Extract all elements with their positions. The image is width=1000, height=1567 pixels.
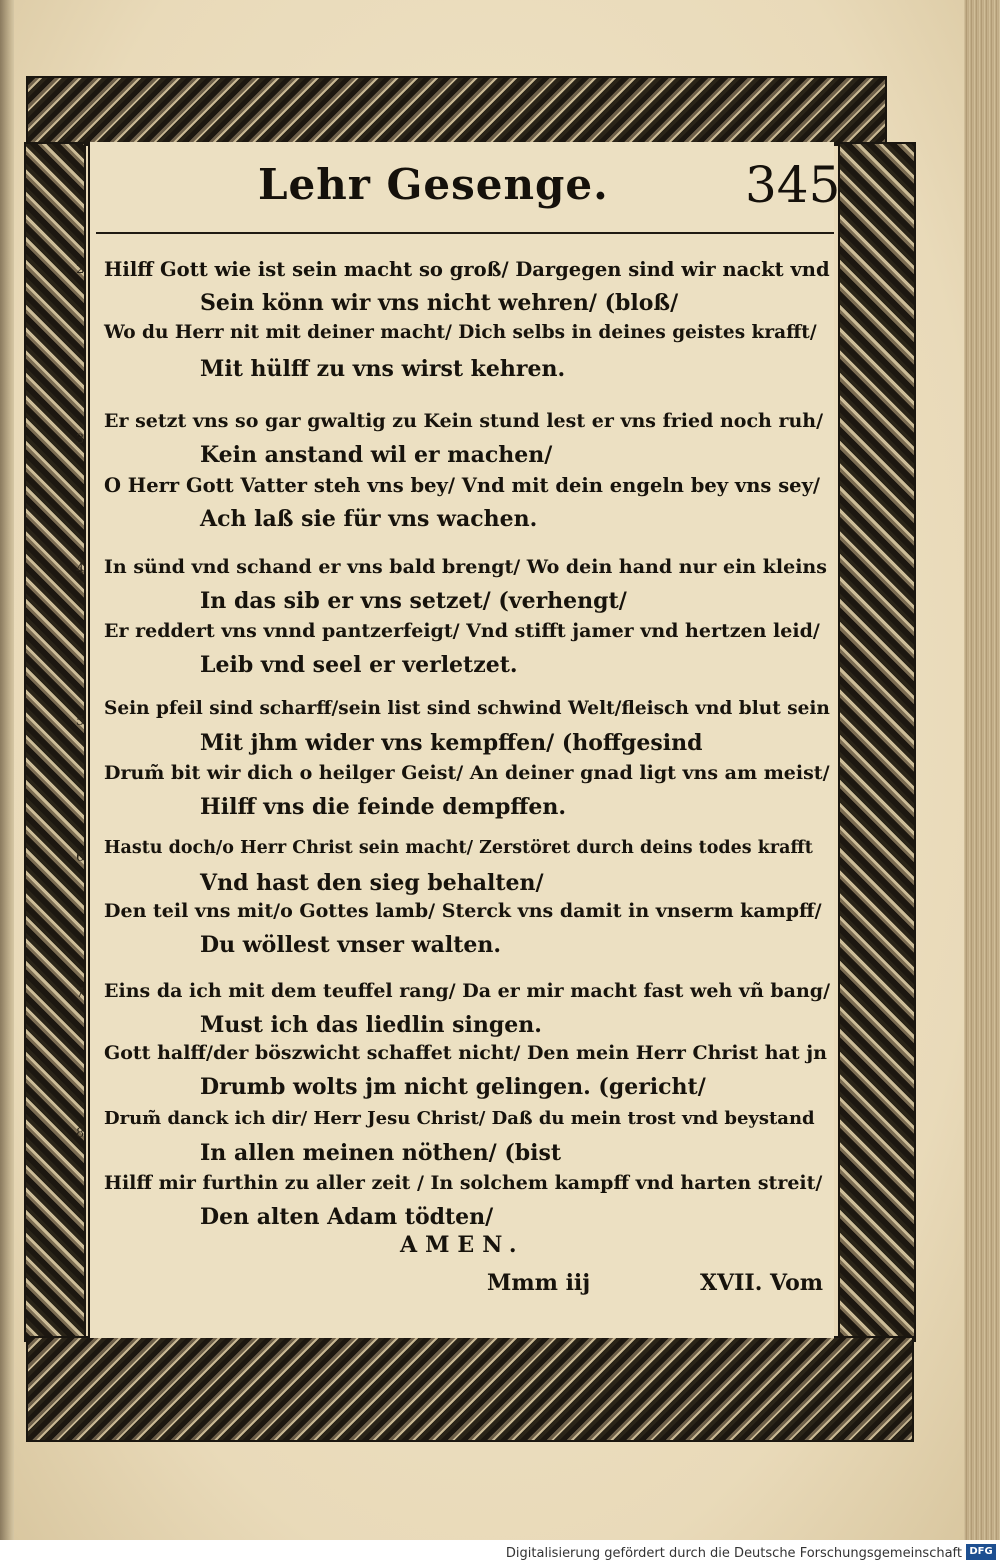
catchword: XVII. Vom (700, 1270, 824, 1296)
verse-line: Mit hülff zu vns wirst kehren. (200, 356, 566, 382)
verse-line: Drumb wolts jm nicht gelingen. (gericht/ (200, 1074, 706, 1100)
verse-line: Sein könn wir vns nicht wehren/ (bloß/ (200, 290, 679, 316)
verse-line: In allen meinen nöthen/ (bist (200, 1140, 562, 1166)
dfg-logo: DFG (966, 1544, 996, 1560)
verse-line: Must ich das liedlin singen. (200, 1012, 542, 1038)
verse-line: Er reddert vns vnnd pantzerfeigt/ Vnd stifft jamer vnd hertzen leid/ (104, 620, 820, 642)
credit-text: Digitalisierung gefördert durch die Deutsche Forschungsgemeinschaft (505, 1546, 962, 1561)
verse-number: 3 (76, 432, 85, 447)
bottom-ornament-border (26, 1336, 914, 1442)
page-number: 345 (745, 156, 841, 214)
verse-line: Vnd hast den sieg behalten/ (200, 870, 544, 896)
verse-line: Den teil vns mit/o Gottes lamb/ Sterck vns damit in vnserm kampff/ (104, 900, 822, 922)
signature-mark: Mmm iij (487, 1270, 591, 1296)
verse-line: Leib vnd seel er verletzet. (200, 652, 518, 678)
verse-line: Hilff vns die feinde dempffen. (200, 794, 567, 820)
verse-line: Hastu doch/o Herr Christ sein macht/ Zerstöret durch deins todes krafft (104, 838, 813, 858)
header-rule (96, 232, 834, 234)
verse-line: Kein anstand wil er machen/ (200, 442, 553, 468)
page-title: Lehr Gesenge. (258, 160, 609, 209)
verse-line: Eins da ich mit dem teuffel rang/ Da er mir macht fast weh vñ bang/ (104, 980, 831, 1002)
verse-line: Drum̃ bit wir dich o heilger Geist/ An deiner gnad ligt vns am meist/ (104, 762, 830, 784)
verse-line: In das sib er vns setzet/ (verhengt/ (200, 588, 627, 614)
verse-line: Er setzt vns so gar gwaltig zu Kein stund lest er vns fried noch ruh/ (104, 410, 824, 432)
verse-line: In sünd vnd schand er vns bald brengt/ Wo dein hand nur ein kleins (104, 556, 827, 578)
verse-line: Du wöllest vnser walten. (200, 932, 502, 958)
verse-line: Den alten Adam tödten/ (200, 1204, 494, 1230)
verse-line: Sein pfeil sind scharff/sein list sind schwind Welt/fleisch vnd blut sein (104, 698, 830, 719)
verse-line: O Herr Gott Vatter steh vns bey/ Vnd mit dein engeln bey vns sey/ (104, 474, 821, 497)
verse-number: 4 (76, 562, 85, 577)
verse-line: Mit jhm wider vns kempffen/ (hoffgesind (200, 730, 703, 756)
verse-number: 5 (76, 714, 85, 729)
verse-line: Drum̃ danck ich dir/ Herr Jesu Christ/ Daß du mein trost vnd beystand (104, 1108, 815, 1129)
right-ornament-border (838, 142, 916, 1342)
left-ornament-border (24, 142, 86, 1342)
verse-line: Hilff mir furthin zu aller zeit / In solchem kampff vnd harten streit/ (104, 1172, 823, 1194)
verse-line: Wo du Herr nit mit deiner macht/ Dich selbs in deines geistes krafft/ (104, 322, 817, 343)
verse-line: Ach laß sie für vns wachen. (200, 506, 538, 532)
verse-number: 7 (76, 986, 85, 1001)
verse-number: 6 (76, 850, 85, 865)
top-ornament-border (26, 76, 887, 146)
verse-number: 2 (76, 262, 85, 277)
verse-line: Hilff Gott wie ist sein macht so groß/ Dargegen sind wir nackt vnd (104, 258, 830, 281)
verse-number: 8 (76, 1126, 85, 1141)
page-edges (958, 0, 1000, 1540)
amen: AMEN. (400, 1232, 525, 1258)
verse-line: Gott halff/der böszwicht schaffet nicht/ Den mein Herr Christ hat jn (104, 1042, 827, 1064)
